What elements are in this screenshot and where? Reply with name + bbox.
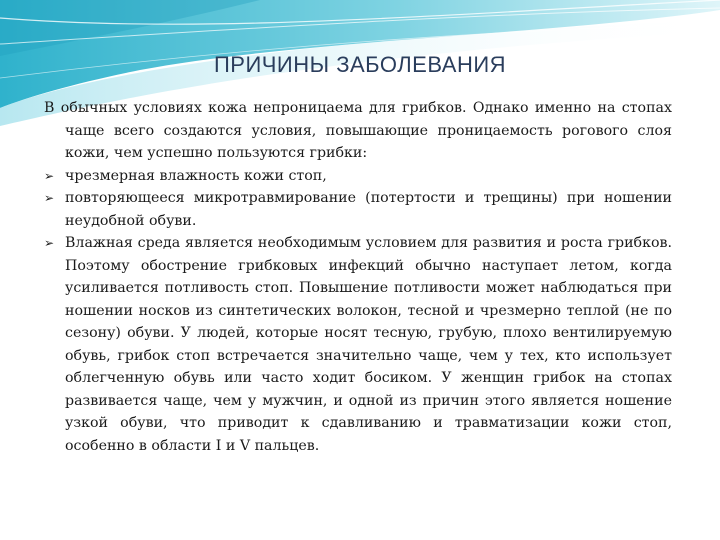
- slide-title: ПРИЧИНЫ ЗАБОЛЕВАНИЯ: [213, 52, 507, 77]
- bullet-item: [44, 187, 672, 232]
- bullet-text: чрезмерная влажность кожи стоп,: [65, 167, 327, 184]
- bullet-item: [44, 232, 672, 457]
- arrowhead-icon: ➢: [44, 236, 55, 250]
- intro-paragraph: В обычных условиях кожа непроницаема для грибков. Однако именно на стопах чаще всего создаются условия, повышающие проницаемость рогового слоя кожи, чем успешно пользуются грибки:: [44, 100, 672, 161]
- slide-body: [44, 97, 672, 457]
- bullet-text: Влажная среда является необходимым условием для развития и роста грибков. Поэтому обострение грибковых инфекций обычно наступает летом, когда усиливается потливость стоп. Повышение потливости может наблюдаться при ношении носков из синтетических волокон, тесной и чрезмерно теплой (не по сезону) обуви. У людей, которые носят тесную, грубую, плохо вентилируемую обувь, грибок стоп встречается значительно чаще, чем у тех, кто использует облегченную обувь или часто ходит босиком. У женщин грибок на стопах развивается чаще, чем у мужчин, и одной из причин этого является ношение узкой обуви, что приводит к сдавливанию и травматизации кожи стоп, особенно в области I и V пальцев.: [65, 235, 672, 454]
- arrowhead-icon: ➢: [44, 191, 55, 205]
- arrowhead-icon: ➢: [44, 168, 55, 183]
- bullet-list: [44, 165, 672, 458]
- bullet-text: повторяющееся микротравмирование (потертости и трещины) при ношении неудобной обуви.: [65, 190, 672, 229]
- bullet-item: [44, 165, 672, 188]
